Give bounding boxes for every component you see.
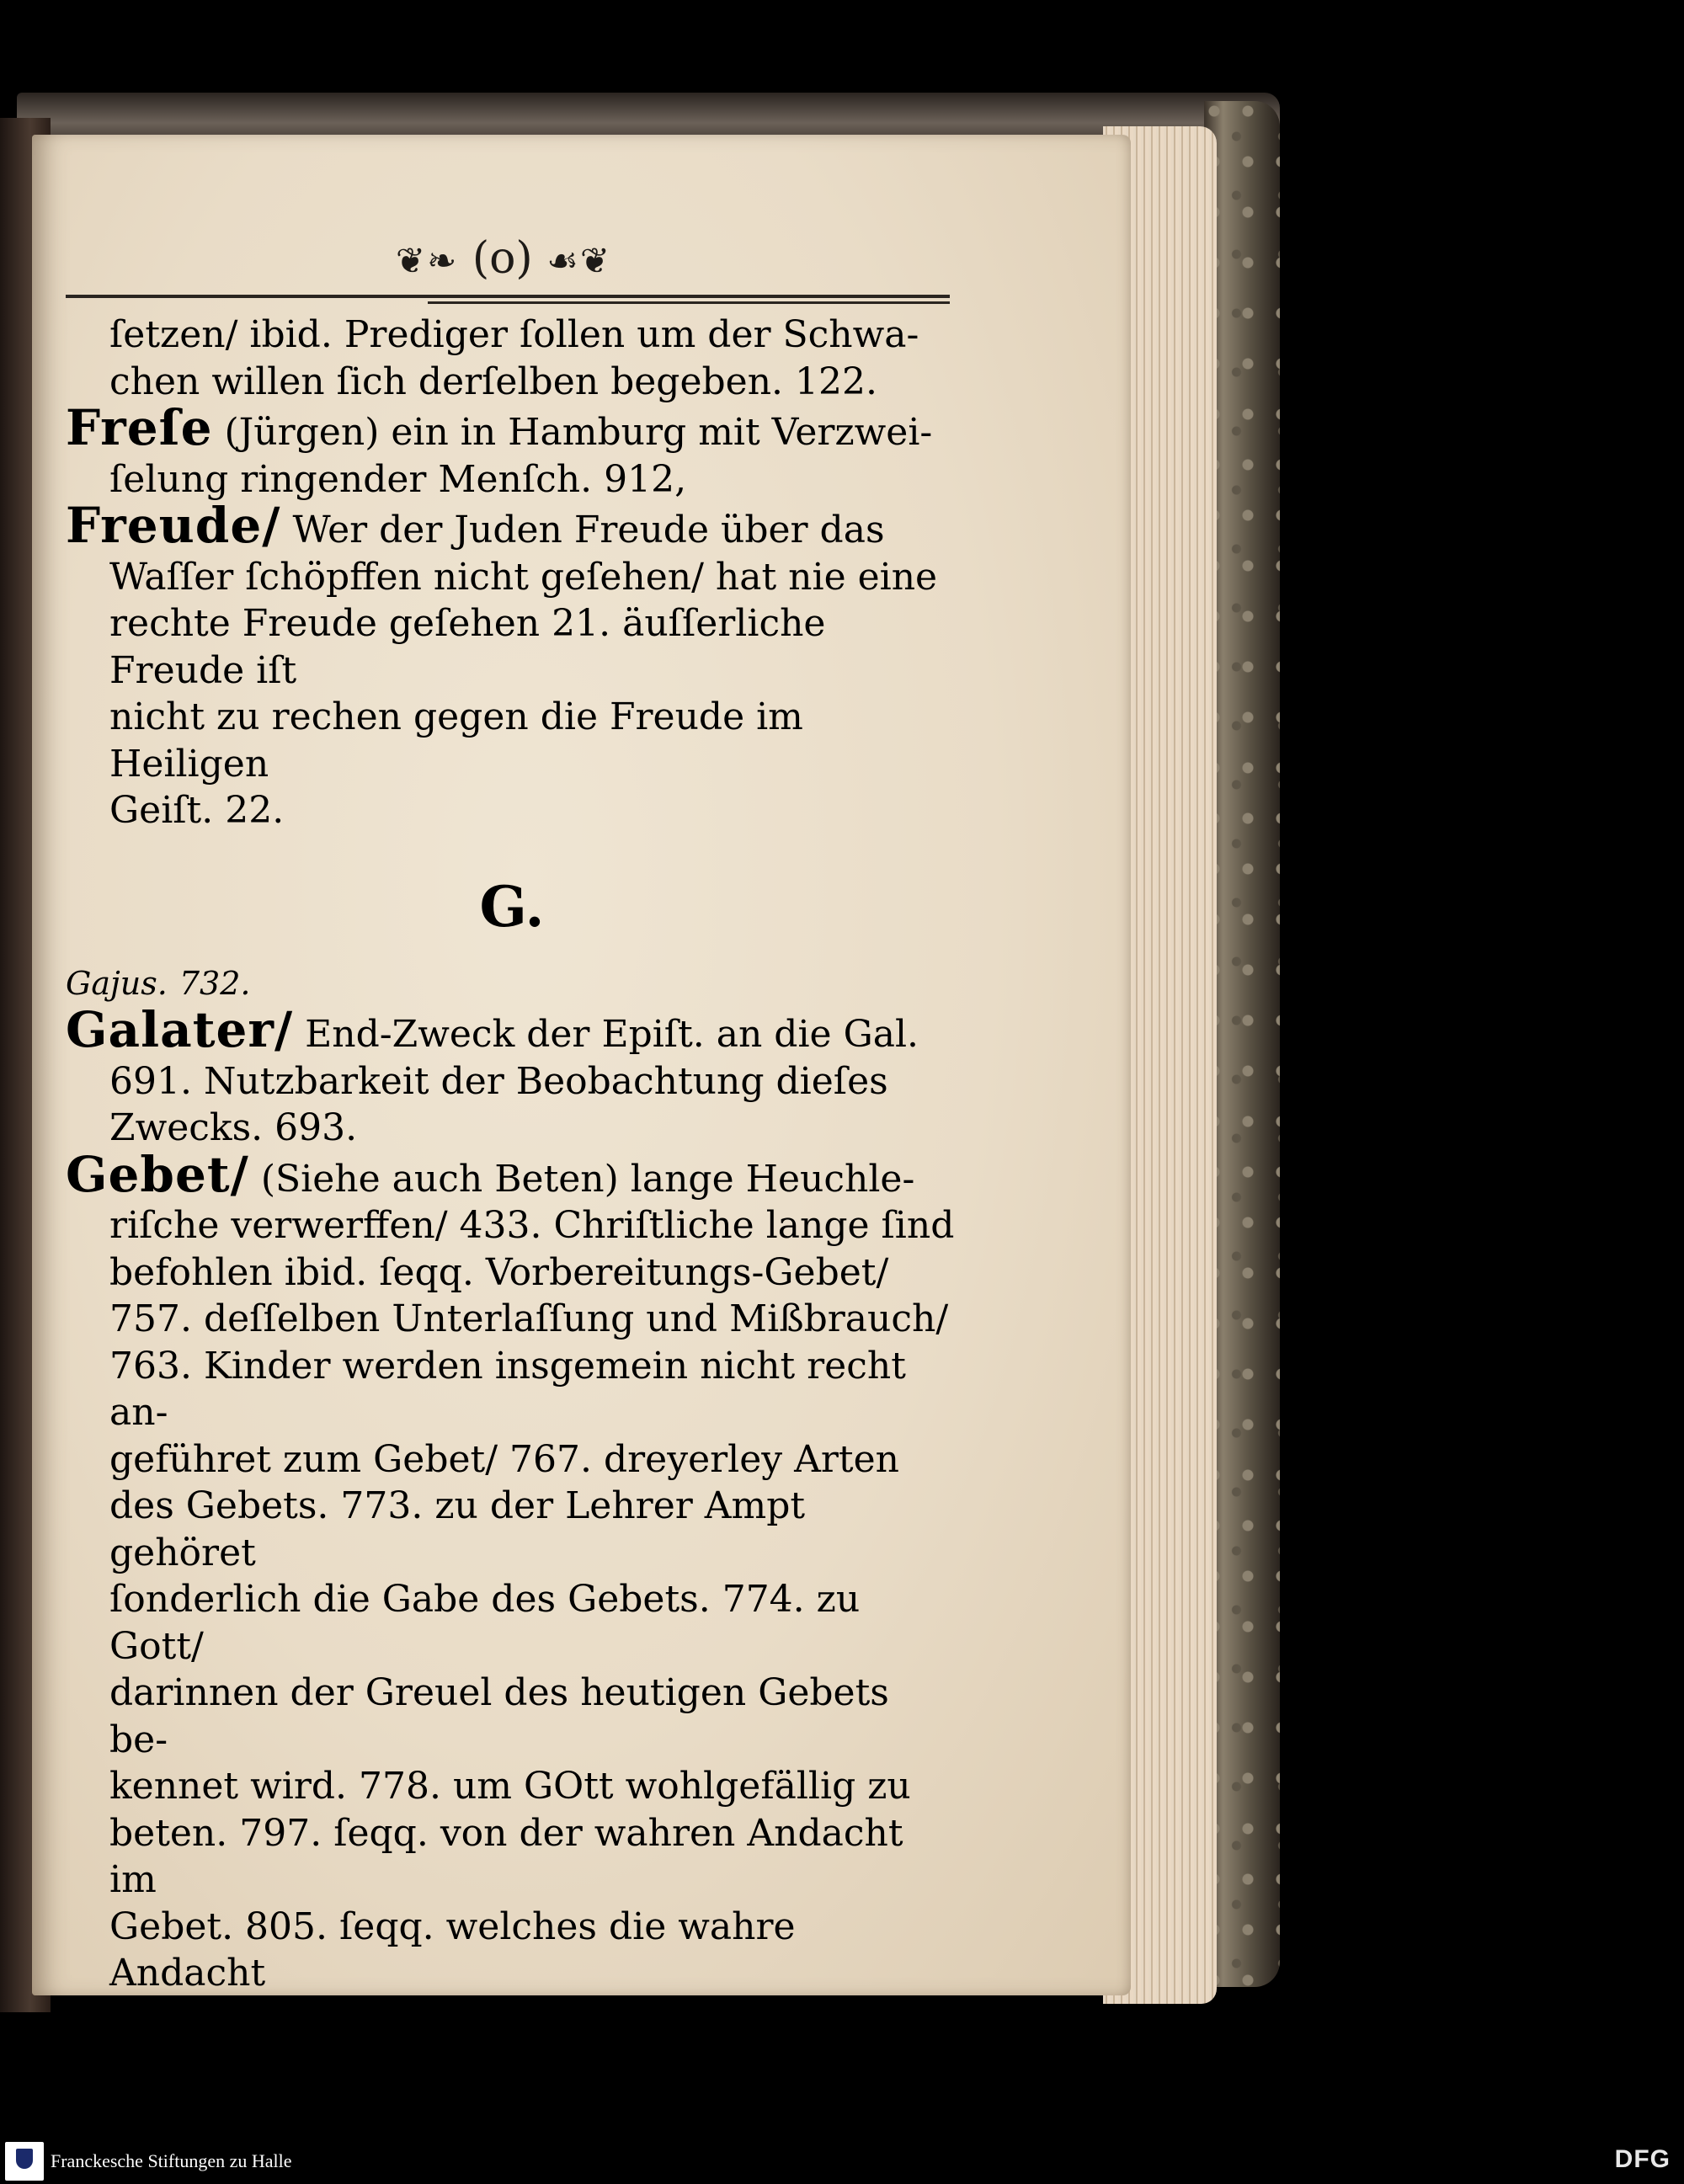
entry-line: Gebet. 805. ſeqq. welches die wahre Andacht [109,1904,796,1995]
index-text [66,312,958,2137]
book-page [32,135,1131,2135]
entry-line: rechte Freude geſehen 21. äuſſerliche Freude iſt [109,602,826,692]
entry-headword: Gebet/ [66,1145,249,1203]
entry-line: (Jürgen) ein in Hamburg mit Verzwei- [224,411,933,454]
entry-line: Wer der Juden Freude über das [292,509,885,551]
header-ornament-right-icon: ☙❦ [546,240,612,281]
index-entry [66,1145,958,2091]
entry-line: End-Zweck der Epiſt. an die Gal. [305,1013,919,1056]
index-entry [66,399,958,503]
entry-line: 691. Nutzbarkeit der Beobachtung dieſes [109,1059,888,1103]
entry-headword: Freſe [66,399,213,456]
entry-headword: Freude/ [66,497,281,554]
catchword: ten. [868,2091,941,2135]
entry-line: ſelung ringender Menſch. 912, [109,457,687,501]
entry-line: geführet zum Gebet/ 767. dreyerley Arten [109,1437,899,1481]
entry-line: 763. Kinder werden insgemein nicht recht an- [109,1344,906,1434]
entry-line: ſonderlich die Gabe des Gebets. 774. zu Gott/ [109,1578,861,1668]
entry-line: riſche verwerffen/ 433. Chriſtliche lange ſind [109,1204,955,1247]
entry-line: nen Trieb zum Gebet findet hat nöthig zu be- [109,2045,957,2088]
index-entry [66,959,958,1008]
header-ornament-left-icon: ❦❧ [395,240,459,281]
index-entry [66,1001,958,1152]
entry-line: nicht zu rechen gegen die Freude im Heiligen [109,695,803,786]
section-letter: G. [479,873,545,940]
entry-line: beten. 797. ſeqq. von der wahren Andacht im [109,1811,903,1901]
entry-line: ſetzen/ ibid. Prediger ſollen um der Schwa- [109,313,919,356]
entry-line: ſey. 809. wie ſie zu befördern. 812. wer kei- [109,1998,927,2042]
header-rule-secondary [428,301,950,304]
index-entry [66,497,958,834]
page-header [360,229,647,288]
institution-name[interactable]: Franckesche Stiftungen zu Halle [51,2150,292,2171]
entry-headword: Gajus. [66,964,168,1002]
viewer-footer [0,2139,1684,2184]
entry-line: kennet wird. 778. um GOtt wohlgefällig zu [109,1765,911,1808]
entry-line: befohlen ibid. ſeqq. Vorbereitungs-Gebet/ [109,1250,889,1294]
entry-line: 757. deſſelben Unterlaſſung und Mißbrauch/ [109,1297,949,1340]
entry-line: darinnen der Greuel des heutigen Gebets be- [109,1671,889,1761]
entry-headword: Galater/ [66,1001,294,1058]
page-number: (o) [472,233,533,284]
header-rule [66,295,950,298]
institution-logo-icon[interactable] [5,2142,44,2181]
entry-line: (Siehe auch Beten) lange Heuchle- [260,1157,915,1201]
dfg-logo[interactable]: DFG [1614,2145,1671,2173]
entry-line: 732. [179,964,251,1002]
entry-line: Zwecks. 693. [109,1106,358,1149]
entry-line: chen willen ſich derſelben begeben. 122. [109,360,877,403]
entry-line: Geiſt. 22. [109,789,285,832]
entry-line: des Gebets. 773. zu der Lehrer Ampt gehöret [109,1484,806,1574]
entry-line: Waſſer ſchöpffen nicht geſehen/ hat nie eine [109,555,938,599]
index-entry [66,312,958,405]
